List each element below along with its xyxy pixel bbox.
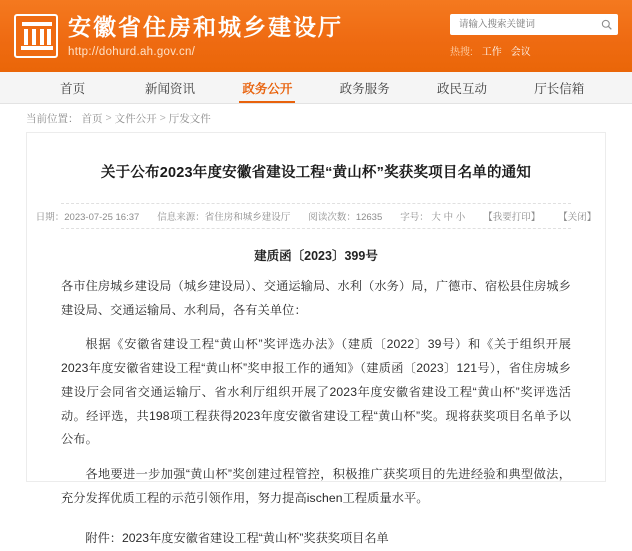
article-paragraph-2: 根据《安徽省建设工程“黄山杯”奖评选办法》（建质〔2022〕39号）和《关于组织开展2023年度安徽省建设工程“黄山杯”奖申报工作的通知》（建质函〔2023〕121号），省住房城乡建设厅会同省交通运输厅、省水利厅组织开展了2023年度安徽省建设工程“黄山杯”奖评选活动。经评选，共198项工程获得2023年度安徽省建设工程“黄山杯”奖。现将获奖项目名单予以公布。	[61, 337, 571, 447]
nav-item-news[interactable]: 新闻资讯	[144, 81, 195, 96]
site-title: 安徽省住房和城乡建设厅	[68, 14, 343, 41]
fontsize-large-button[interactable]: 大	[431, 211, 441, 223]
article-paragraph-1: 各市住房城乡建设局（城乡建设局）、交通运输局、水利（水务）局，广德市、宿松县住房城乡建设局、交通运输局、水利局，各有关单位：	[61, 278, 571, 317]
search-area	[450, 14, 618, 58]
breadcrumb-prefix: 当前位置：	[26, 112, 79, 125]
print-button[interactable]: 【我要打印】	[483, 211, 541, 223]
page-title: 关于公布2023年度安徽省建设工程“黄山杯”奖获奖项目名单的通知	[100, 165, 532, 181]
hot-search-row	[450, 43, 618, 58]
site-url: http://dohurd.ah.gov.cn/	[68, 45, 196, 58]
breadcrumb-separator-1: >	[105, 112, 112, 124]
hot-search-label: 热搜:	[450, 47, 473, 58]
main-nav	[0, 72, 632, 104]
article-attachment: 附件：2023年度安徽省建设工程“黄山杯”奖获奖项目名单	[85, 530, 389, 545]
fontsize-small-button[interactable]: 小	[455, 211, 466, 223]
search-box[interactable]	[450, 14, 618, 35]
article-meta	[35, 203, 597, 229]
government-emblem-icon	[14, 14, 58, 58]
meta-source: 信息来源：省住房和城乡建设厅	[157, 211, 291, 223]
close-button[interactable]: 【关闭】	[558, 211, 597, 223]
hot-search-word-2[interactable]: 会议	[510, 47, 531, 58]
nav-item-government-services[interactable]: 政务服务	[339, 81, 390, 96]
meta-views: 阅读次数：12635	[308, 211, 383, 223]
nav-item-home[interactable]: 首页	[60, 81, 86, 96]
article-card	[26, 132, 606, 545]
breadcrumb-item-department-documents[interactable]: 厅发文件	[168, 112, 211, 125]
search-input[interactable]	[457, 15, 598, 34]
site-title-block	[68, 14, 343, 57]
breadcrumb-item-home[interactable]: 首页	[81, 112, 103, 125]
search-icon[interactable]	[598, 16, 614, 33]
breadcrumb-item-file-disclosure[interactable]: 文件公开	[114, 112, 157, 125]
hot-search-word-1[interactable]: 工作	[481, 47, 502, 58]
meta-fontsize: 字号： 大 中 小	[400, 211, 466, 223]
nav-item-director-mailbox[interactable]: 厅长信箱	[534, 81, 585, 96]
fontsize-medium-button[interactable]: 中	[443, 211, 454, 223]
article-paragraph-3: 各地要进一步加强“黄山杯”奖创建过程管控，积极推广获奖项目的先进经验和典型做法，充分发挥优质工程的示范引领作用，努力提高ischen工程质量水平。	[61, 467, 571, 505]
breadcrumb-separator-2: >	[159, 112, 166, 124]
nav-item-public-interaction[interactable]: 政民互动	[436, 81, 487, 96]
breadcrumb	[0, 104, 632, 132]
meta-date: 日期：2023-07-25 16:37	[35, 211, 140, 223]
site-header	[0, 0, 632, 72]
document-number: 建质函〔2023〕399号	[254, 248, 378, 263]
nav-item-government-disclosure[interactable]: 政务公开	[219, 72, 316, 103]
